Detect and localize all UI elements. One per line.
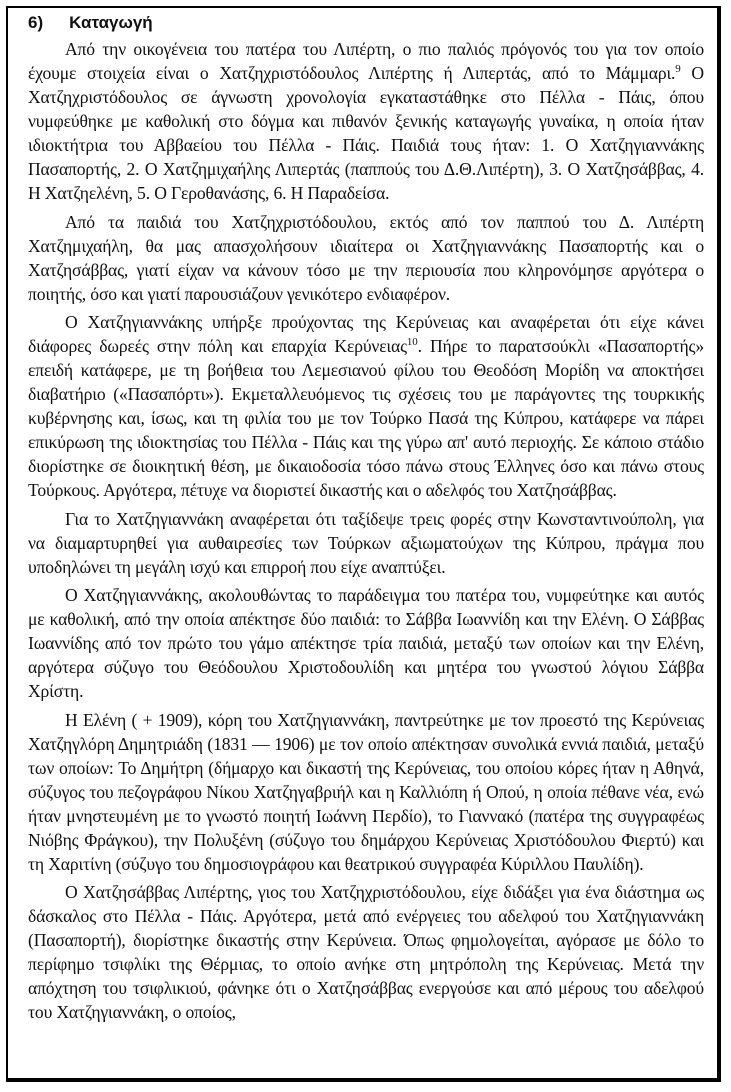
paragraph — [28, 310, 704, 502]
section-title: Καταγωγή — [69, 13, 153, 32]
paragraph-text: Από τα παιδιά του Χατζηχριστόδουλου, εκτός από τον παππού του Δ. Λιπέρτη Χατζημιχαήλη, θα μας απασχολήσουν ιδιαίτερα οι Χατζηγιαννάκης Πασαπορτής και ο Χατζησάββας, γιατί είχαν να κάνουν τόσο με την περιουσία που κληρονόμησε αργότερα ο ποιητής, όσο και γιατί παρουσιάζουν γενικότερο ενδιαφέρον. — [28, 211, 704, 304]
footnote-marker: 9 — [675, 63, 681, 76]
paragraph — [28, 583, 704, 703]
document-body — [8, 8, 717, 1024]
footnote-marker: 10 — [406, 336, 418, 349]
paragraph-text: Από την οικογένεια του πατέρα του Λιπέρτη, ο πιο παλιός πρόγονός του για τον οποίο έχουμε στοιχεία είναι ο Χατζηχριστόδουλος Λιπέρτης ή Λιπερτάς, από το Μάμμαρι. — [28, 39, 704, 83]
paragraph — [28, 880, 704, 1024]
paragraph — [28, 210, 704, 306]
paragraph — [28, 507, 704, 579]
page-frame — [6, 6, 721, 1082]
paragraph-text: . Πήρε το παρατσούκλι «Πασαπορτής» επειδή κατάφερε, με τη βοήθεια του Λεμεσιανού φίλου του Θεοδόση Μορίδη να αποκτήσει διαβατήριο («Πασαπόρτι»). Εκμεταλλευόμενος τις σχέσεις του με παράγοντες της τουρκικής κυβέρνησης και, ίσως, και τη φιλία του με τον Τούρκο Πασά της Κύπρου, κατάφερε να πάρει επικύρωση της ιδιοκτησίας του Πέλλα - Πάις και της γύρω απ' αυτό περιοχής. Σε κάποιο στάδιο διορίστηκε σε διοικητική θέση, με δικαιοδοσία τόσο πάνω στους Έλληνες όσο και πάνω στους Τούρκους. Αργότερα, πέτυχε να διοριστεί δικαστής και ο αδελφός του Χατζησάββας. — [28, 336, 704, 500]
paragraph-text: Για το Χατζηγιαννάκη αναφέρεται ότι ταξίδεψε τρεις φορές στην Κωνσταντινούπολη, για να διαμαρτυρηθεί για αυθαιρεσίες των Τούρκων αξιωματούχων της Κύπρου, πράγμα που υποδηλώνει τη μεγάλη ισχύ και επιρροή που είχε αναπτύξει. — [28, 508, 704, 577]
paragraph-text: Ο Χατζηγιαννάκης, ακολουθώντας το παράδειγμα του πατέρα του, νυμφεύτηκε και αυτός με καθολική, από την οποία απέκτησε δύο παιδιά: το Σάββα Ιωαννίδη και την Ελένη. Ο Σάββας Ιωαννίδης από τον πρώτο του γάμο απέκτησε τρία παιδιά, μεταξύ των οποίων και την Ελένη, αργότερα σύζυγο του Θεόδουλου Χριστοδουλίδη και μητέρα του γνωστού λόγιου Σάββα Χρίστη. — [28, 585, 704, 701]
paragraph-text: Ο Χατζησάββας Λιπέρτης, γιος του Χατζηχριστόδουλου, είχε διδάξει για ένα διάστημα ως δάσκαλος στο Πέλλα - Πάις. Αργότερα, μετά από ενέργειες του αδελφού του Χατζηγιαννάκη (Πασαπορτή), διορίστηκε δικαστής στην Κερύνεια. Όπως φημολογείται, αγόρασε με δόλο το περίφημο τσιφλίκι της Θέρμιας, το οποίο ανήκε στη μητρόπολη της Κερύνειας. Μετά την απόχτηση του τσιφλικιού, φάνηκε ότι ο Χατζησάββας ενεργούσε και από μέρους του αδελφού του Χατζηγιαννάκη, ο οποίος, — [28, 882, 704, 1022]
paragraph-text: Ο Χατζηγιαννάκης υπήρξε προύχοντας της Κερύνειας και αναφέρεται ότι είχε κάνει διάφορες δωρεές στην πόλη και επαρχία Κερύνειας — [28, 312, 704, 356]
section-heading — [28, 12, 704, 34]
section-number: 6) — [28, 13, 44, 32]
paragraph-text: Ο Χατζηχριστόδουλος σε άγνωστη χρονολογία εγκαταστάθηκε στο Πέλλα - Πάις, όπου νυμφεύθηκε με καθολική στο δόγμα και πιθανόν ξενικής καταγωγής γυναίκα, η οποία ήταν ιδιοκτήτρια του Αββαείου του Πέλλα - Πάις. Παιδιά τους ήταν: 1. Ο Χατζηγιαννάκης Πασαπορτής, 2. Ο Χατζημιχαήλης Λιπερτάς (παππούς του Δ.Θ.Λιπέρτη), 3. Ο Χατζησάββας, 4. Η Χατζηελένη, 5. Ο Γεροθανάσης, 6. Η Παραδείσα. — [28, 63, 704, 203]
paragraphs — [28, 37, 704, 1024]
paragraph-text: Η Ελένη ( + 1909), κόρη του Χατζηγιαννάκη, παντρεύτηκε με τον προεστό της Κερύνειας Χατζηγλόρη Δημητριάδη (1831 — 1906) με τον οποίο απέκτησαν συνολικά εννιά παιδιά, μεταξύ των οποίων: Το Δημήτρη (δήμαρχο και δικαστή της Κερύνειας, του οποίου κόρες ήταν η Αθηνά, σύζυγος του πεζογράφου Νίκου Χατζηγαβριήλ και η Καλλιόπη ή Οπού, η οποία πέθανε νέα, ενώ ήταν μνηστευμένη με το γνωστό ποιητή Ιωάννη Περδίο), το Γιαννακό (πατέρα της συγγραφέως Νιόβης Φράγκου), την Πολυξένη (σύζυγο του δημάρχου Κερύνειας Χριστόδουλου Φιερτύ) και τη Χαριτίνη (σύζυγο του δημοσιογράφου και θεατρικού συγγραφέα Κύριλλου Παυλίδη). — [28, 709, 704, 874]
paragraph — [28, 708, 704, 876]
paragraph — [28, 37, 704, 205]
